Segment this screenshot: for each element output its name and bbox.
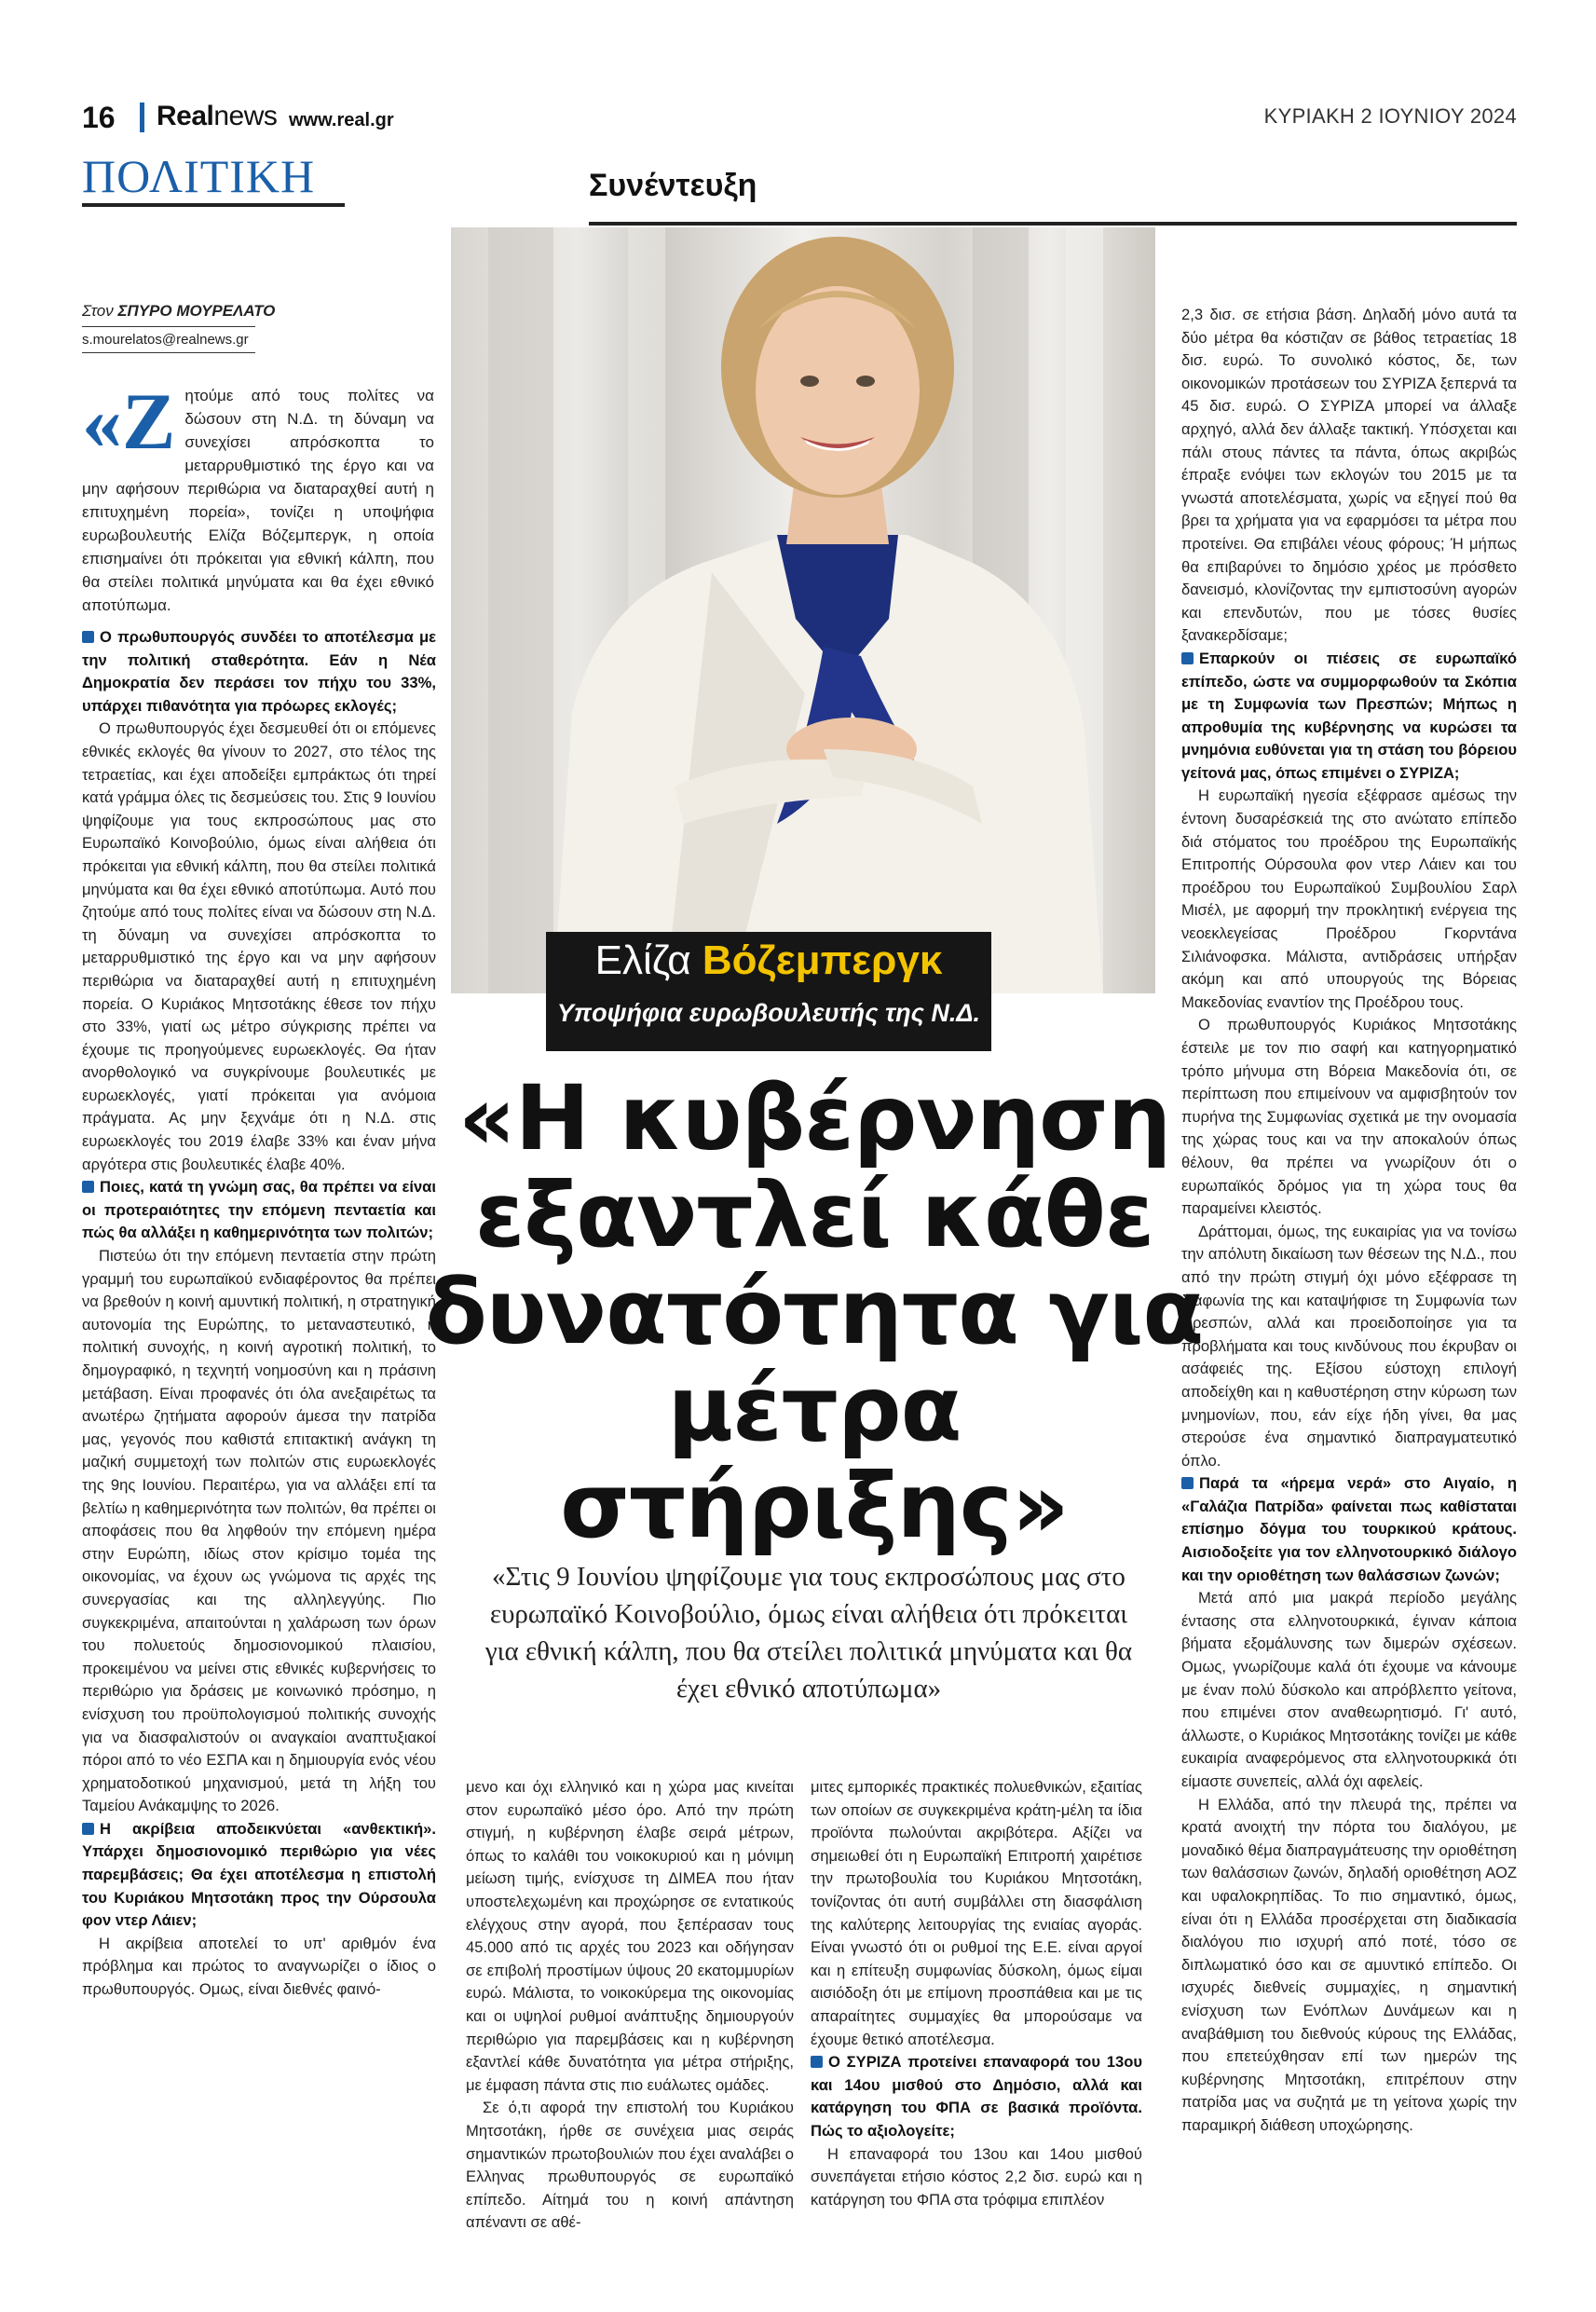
page-header — [82, 101, 1517, 140]
question-marker-icon — [82, 1823, 94, 1835]
header-divider — [140, 103, 144, 132]
answer-paragraph: μιτες εμπορικές πρακτικές πολυεθνικών, εξαιτίας των οποίων σε συγκεκριμένα κράτη-μέλη τα ίδια προϊόντα πωλούνται ακριβότερα. Αξίζει να σημειωθεί ότι η Ευρωπαϊκή Επιτροπή χαιρέτισε την πρωτοβουλία του Κυριάκου Μητσοτάκη, τονίζοντας ότι αυτή συμβάλλει στη διασφάλιση της καλύτερης λειτουργίας της ενιαίας αγοράς. Είναι γνωστό ότι οι ρυθμοί της Ε.Ε. είναι αργοί και η επίτευξη συμφωνίας δύσκολη, όμως είμαι αισιόδοξη ότι με επίμονη προσπάθεια και με τις απαραίτητες συμμαχίες θα μπορούσαμε να έχουμε θετικό αποτέλεσμα. — [811, 1778, 1142, 2048]
answer-paragraph: Η Ελλάδα, από την πλευρά της, πρέπει να κρατά ανοιχτή την πόρτα του διαλόγου, με μοναδικό θέμα διαπραγμάτευσης την οριοθέτηση των θαλάσσιων ζωνών, δηλαδή οριοθέτηση ΑΟΖ και υφαλοκρηπίδας. Το πιο σημαντικό, όμως, είναι ότι η Ελλάδα προσέρχεται στη διαδικασία διαλόγου πιο ισχυρή από ποτέ, τόσο σε διπλωματικό όσο και σε αμυντικό επίπεδο. Οι ισχυρές διεθνείς συμμαχίες, η σημαντική ενίσχυση των Ενόπλων Δυνάμεων και η αναβάθμιση του διεθνούς κύρους της Ελλάδας, που επετεύχθησαν επί των ημερών της κυβέρνησης Μητσοτάκη, επιτρέπουν στην πατρίδα μας να συζητά με τη γείτονα χωρίς την παραμικρή διάθεση υποχώρησης. — [1181, 1795, 1517, 2134]
column-3 — [811, 1776, 1142, 2211]
drop-cap: «Ζ — [82, 376, 176, 466]
interview-question: Ποιες, κατά τη γνώμη σας, θα πρέπει να είναι οι προτεραιότητες την επόμενη πενταετία και πώς θα αλλάξει η καθημερινότητα των πολιτών; — [82, 1178, 436, 1242]
interview-question: Ο πρωθυπουργός συνδέει το αποτέλεσμα με την πολιτική σταθερότητα. Εάν η Νέα Δημοκρατία δεν περάσει τον πήχυ του 33%, υπάρχει πιθανότητα για πρόωρες εκλογές; — [82, 628, 436, 715]
headline: «Η κυβέρνηση εξαντλεί κάθε δυνατότητα για μέτρα στήριξης» — [425, 1066, 1204, 1558]
answer-paragraph: Μετά από μια μακρά περίοδο μεγάλης έντασης στα ελληνοτουρκικά, έγιναν κάποια βήματα εξομάλυνσης των διμερών σχέσεων. Ομως, γνωρίζουμε καλά ότι έχουμε να κάνουμε με έναν πολύ δύσκολο και απρόβλεπτο γείτονα, που επιμένει στον αναθεωρητισμό. Γι' αυτό, άλλωστε, ο Κυριάκος Μητσοτάκης τονίζει με κάθε ευκαιρία αναφερόμενος στα ελληνοτουρκικά ότι είμαστε συνεπείς, αλλά όχι αφελείς. — [1181, 1589, 1518, 1790]
kicker-rule — [589, 222, 1517, 226]
column-4 — [1181, 304, 1517, 2138]
subject-name: Ελίζα Βόζεμπεργκ — [594, 937, 943, 983]
email-rule — [82, 352, 255, 353]
portrait-illustration — [451, 227, 1155, 993]
answer-paragraph: Η επαναφορά του 13ου και 14ου μισθού συνεπάγεται ετήσιο κόστος 2,2 δισ. ευρώ και η κατάργηση του ΦΠΑ στα τρόφιμα επιπλέον — [811, 2144, 1142, 2209]
subject-role: Υποψήφια ευρωβουλευτής της Ν.Δ. — [556, 999, 981, 1027]
interview-question: Ο ΣΥΡΙΖΑ προτείνει επαναφορά του 13ου και 14ου μισθού στο Δημόσιο, αλλά και κατάργηση του ΦΠΑ σε βασικά προϊόντα. Πώς το αξιολογείτε; — [811, 2053, 1142, 2140]
interview-question: Παρά τα «ήρεμα νερά» στο Αιγαίο, η «Γαλάζια Πατρίδα» φαίνεται πως καθίσταται επίσημο δόγμα του τουρκικού κράτους. Αισιοδοξείτε για τον ελληνοτουρκικό διάλογο και την οριοθέτηση των θαλάσσιων ζωνών; — [1181, 1474, 1517, 1584]
answer-paragraph: μενο και όχι ελληνικό και η χώρα μας κινείται στον ευρωπαϊκό μέσο όρο. Από την πρώτη στιγμή, η κυβέρνηση έλαβε σειρά μέτρων, όπως το καλάθι του νοικοκυριού και η μόνιμη μείωση τιμής, ενίσχυσε τη ΔΙΜΕΑ που ήταν υποστελεχωμένη και προχώρησε σε εντατικούς ελέγχους στην αγορά, που ξεπέρασαν τους 45.000 από τις αρχές του 2023 και οδήγησαν σε επιβολή προστίμων ύψους 20 εκατομμυρίων ευρώ. Μάλιστα, το νοικοκύρεμα της οικονομίας και οι υψηλοί ρυθμοί ανάπτυξης δημιουργούν περιθώριο για παρεμβάσεις και η κυβέρνηση εξαντλεί κάθε δυνατότητα για μέτρα στήριξης, με έμφαση πάντα στις πιο ευάλωτες ομάδες. — [466, 1778, 794, 2094]
column-1 — [82, 626, 436, 2002]
question-marker-icon — [82, 631, 94, 643]
kicker-label: Συνέντευξη — [589, 168, 757, 203]
byline: Στον ΣΠΥΡΟ ΜΟΥΡΕΛΑΤΟ — [82, 302, 276, 320]
question-marker-icon — [811, 2056, 823, 2068]
intro-paragraph — [82, 376, 434, 617]
answer-paragraph: Πιστεύω ότι την επόμενη πενταετία στην πρώτη γραμμή του ευρωπαϊκού ενδιαφέροντος θα πρέπει να βρεθούν η κοινή αμυντική πολιτική, η στρατηγική αυτονομία της Ευρώπης, το μεταναστευτικό, η πολιτική συνοχής, η κοινή αγροτική πολιτική, το δημογραφικό, η τεχνητή νοημοσύνη και η πράσινη μετάβαση. Είναι προφανές ότι όλα ανεξαιρέτως τα ανωτέρω ζητήματα αφορούν άμεσα την πατρίδα μας, γεγονός που καθιστά επιτακτική ανάγκη τη μαζική συμμετοχή των πολιτών στις ευρωεκλογές της 9ης Ιουνίου. Περαιτέρω, για να αλλάξει επί τα βελτίω η καθημερινότητα των πολιτών, θα πρέπει οι αποφάσεις που θα ληφθούν την επόμενη ημέρα στην Ευρώπη, ιδίως στον κρίσιμο τομέα της οικονομίας, να έχουν ως γνώμονα τις αρχές της συνεργασίας και της αλληλεγγύης. Πιο συγκεκριμένα, απαιτούνται η χαλάρωση των όρων του πολυετούς δημοσιονομικού πλαισίου, προκειμένου να μείνει στις εθνικές κυβερνήσεις το περιθώριο για δράσεις με κοινωνικό πρόσημο, η ενίσχυση του προϋπολογισμού πολιτικής συνοχής για να διασφαλιστούν οι αναγκαίοι αναπτυξιακοί πόροι από το νέο ΕΣΠΑ και η δημιουργία ενός νέου χρηματοδοτικού μηχανισμού, μετά τη λήξη του Ταμείου Ανάκαμψης το 2026. — [82, 1247, 436, 1815]
answer-paragraph: Δράττομαι, όμως, της ευκαιρίας για να τονίσω την απόλυτη δικαίωση των θέσεων της Ν.Δ., που από την πρώτη στιγμή όχι μόνο εξέφρασε τη διαφωνία της και καταψήφισε τη Συμφωνία των Πρεσπών, αλλά και προειδοποίησε για τα προβλήματα και τους κινδύνους που έκρυβαν οι ασάφειές της. Εξίσου εύστοχη επιλογή αποδείχθη και η καθυστέρηση στην κύρωση των μνημονίων, που, εάν είχε ήδη γίνει, θα μας στερούσε ένα σημαντικό διαπραγματευτικό όπλο. — [1181, 1222, 1517, 1470]
section-title: ΠΟΛΙΤΙΚΗ — [82, 150, 316, 202]
answer-paragraph: Η ευρωπαϊκή ηγεσία εξέφρασε αμέσως την έντονη δυσαρέσκειά της στο ανώτατο επίπεδο διά στόματος του προέδρου της Ευρωπαϊκής Επιτροπής Ούρσουλα φον ντερ Λάιεν και του προέδρου του Ευρωπαϊκού Συμβουλίου Σαρλ Μισέλ, με αφορμή την προκλητική ενέργεια της νεοεκλεγείσας Προέδρου Γκορντάνα Σιλιάνοφσκα. Μάλιστα, αντιδράσεις υπήρξαν ακόμη και από υπουργούς της Βόρειας Μακεδονίας εναντίον της Προέδρου τους. — [1181, 787, 1517, 1011]
portrait-photo — [451, 227, 1155, 993]
question-marker-icon — [1181, 652, 1194, 664]
logo-url: www.real.gr — [289, 110, 394, 130]
section-rule — [82, 203, 345, 207]
question-marker-icon — [82, 1181, 94, 1193]
answer-paragraph: Ο πρωθυπουργός έχει δεσμευθεί ότι οι επόμενες εθνικές εκλογές θα γίνουν το 2027, στο τέλος της τετραετίας, και έχει αποδείξει εμπράκτως ότι τηρεί κατά γράμμα όλες τις δεσμεύσεις του. Στις 9 Ιουνίου ψηφίζουμε για τους εκπροσώπους μας στο Ευρωπαϊκό Κοινοβούλιο, όμως είναι αλήθεια ότι πρόκειται για εθνική κάλπη, που θα στείλει πολιτικά μηνύματα και θα έχει εθνικό αποτύπωμα. Αυτό που ζητούμε από τους πολίτες είναι να δώσουν στη Ν.Δ. τη δύναμη να συνεχίσει απρόσκοπτα το μεταρρυθμιστικό της έργο και να μην αφήσουν περιθώρια να διαταραχθεί αυτή η επιτυχημένη πορεία. Ο Κυριάκος Μητσοτάκης έθεσε τον πήχυ στο 33%, γιατί ως μέτρο σύγκρισης πρέπει να έχουμε τις προηγούμενες ευρωεκλογές. Θα ήταν ανορθολογικό να συγκρίνουμε βουλευτικές με ευρωεκλογές, γιατί πρόκειται για ανόμοια πράγματα. Ας μην ξεχνάμε ότι η Ν.Δ. στις ευρωεκλογές του 2019 έλαβε 33% και έναν μήνα αργότερα στις βουλευτικές έλαβε 40%. — [82, 719, 436, 1173]
answer-paragraph: Ο πρωθυπουργός Κυριάκος Μητσοτάκης έστειλε με τον πιο σαφή και κατηγορηματικό τρόπο μήνυμα στη Βόρεια Μακεδονία ότι, σε περίπτωση που επιμείνουν να αμφισβητούν τον πυρήνα της Συμφωνίας σχετικά με την ονομασία της χώρας τους και να την αποκαλούν όπως θέλουν, θα πρέπει να γνωρίζουν ότι ο ευρωπαϊκός δρόμος για τη χώρα τους θα παραμείνει κλειστός. — [1181, 1016, 1517, 1218]
issue-date: ΚΥΡΙΑΚΗ 2 ΙΟΥΝΙΟΥ 2024 — [1263, 104, 1517, 128]
interview-question: Η ακρίβεια αποδεικνύεται «ανθεκτική». Υπάρχει δημοσιονομικό περιθώριο για νέες παρεμβάσεις; Θα έχει αποτέλεσμα η επιστολή του Κυριάκου Μητσοτάκη προς την Ούρσουλα φον ντερ Λάιεν; — [82, 1819, 436, 1930]
column-2 — [466, 1776, 794, 2235]
page-number: 16 — [82, 101, 116, 134]
answer-paragraph: Σε ό,τι αφορά την επιστολή του Κυριάκου Μητσοτάκη, ήρθε σε συνέχεια μιας σειράς σημαντικών πρωτοβουλιών που έχει αναλάβει ο Ελληνας πρωθυπουργός σε ευρωπαϊκό επίπεδο. Αίτημά του η κοινή απάντηση απέναντι σε αθέ- — [466, 2099, 794, 2232]
byline-rule — [82, 326, 255, 327]
subject-name-box — [546, 932, 991, 1051]
answer-paragraph: Η ακρίβεια αποτελεί το υπ' αριθμόν ένα πρόβλημα και πρώτος το αναγνωρίζει ο ίδιος ο πρωθυπουργός. Ομως, είναι διεθνές φαινό- — [82, 1934, 436, 1999]
pull-quote: «Στις 9 Ιουνίου ψηφίζουμε για τους εκπροσώπους μας στο ευρωπαϊκό Κοινοβούλιο, όμως είναι αλήθεια ότι πρόκειται για εθνική κάλπη, που θα στείλει πολιτικά μηνύματα και θα έχει εθνικό αποτύπωμα» — [484, 1562, 1133, 1703]
interview-question: Επαρκούν οι πιέσεις σε ευρωπαϊκό επίπεδο, ώστε να συμμορφωθούν τα Σκόπια με τη Συμφωνία των Πρεσπών; Μήπως η απροθυμία της κυβέρνησης να κυρώσει τα μνημόνια ευθύνεται για τη στάση του βόρειου γείτονά μας, όπως επιμένει ο ΣΥΡΙΖΑ; — [1181, 649, 1517, 782]
answer-paragraph: 2,3 δισ. σε ετήσια βάση. Δηλαδή μόνο αυτά τα δύο μέτρα θα κόστιζαν σε βάθος τετραετίας 18 δισ. ευρώ. Το συνολικό κόστος, δε, των οικονομικών προτάσεων του ΣΥΡΙΖΑ ξεπερνά τα 45 δισ. ευρώ. Ο ΣΥΡΙΖΑ μπορεί να άλλαξε αρχηγό, αλλά δεν άλλαξε τακτική. Υπόσχεται και πάλι στους πάντες τα πάντα, όπως ακριβώς έπραξε ενόψει των εκλογών του 2015 με τα γνωστά αποτελέσματα, χωρίς να εξηγεί πού θα βρει τα χρήματα για να εφαρμόσει τα μέτρα που προτείνει. Θα επιβάλει νέους φόρους; Ή μήπως θα επιβαρύνει το δημόσιο χρέος με πρόσθετο δανεισμό, κλονίζοντας την εμπιστοσύνη αγορών και επενδυτών, που με τόσες θυσίες ξανακερδίσαμε; — [1181, 306, 1517, 645]
realnews-logo: Realnews — [157, 101, 278, 131]
author-email: s.mourelatos@realnews.gr — [82, 332, 249, 348]
intro-text: ητούμε από τους πολίτες να δώσουν στη Ν.Δ. τη δύναμη να συνεχίσει απρόσκοπτα το μεταρρυθμιστικό της έργο και να μην αφήσουν περιθώρια να διαταραχθεί αυτή η επιτυχημένη πορεία», τονίζει η υποψήφια ευρωβουλευτής Ελίζα Βόζεμπεργκ, η οποία επισημαίνει ότι πρόκειται για εθνική κάλπη, που θα στείλει πολιτικά μηνύματα και θα έχει εθνικό αποτύπωμα. — [82, 387, 434, 614]
